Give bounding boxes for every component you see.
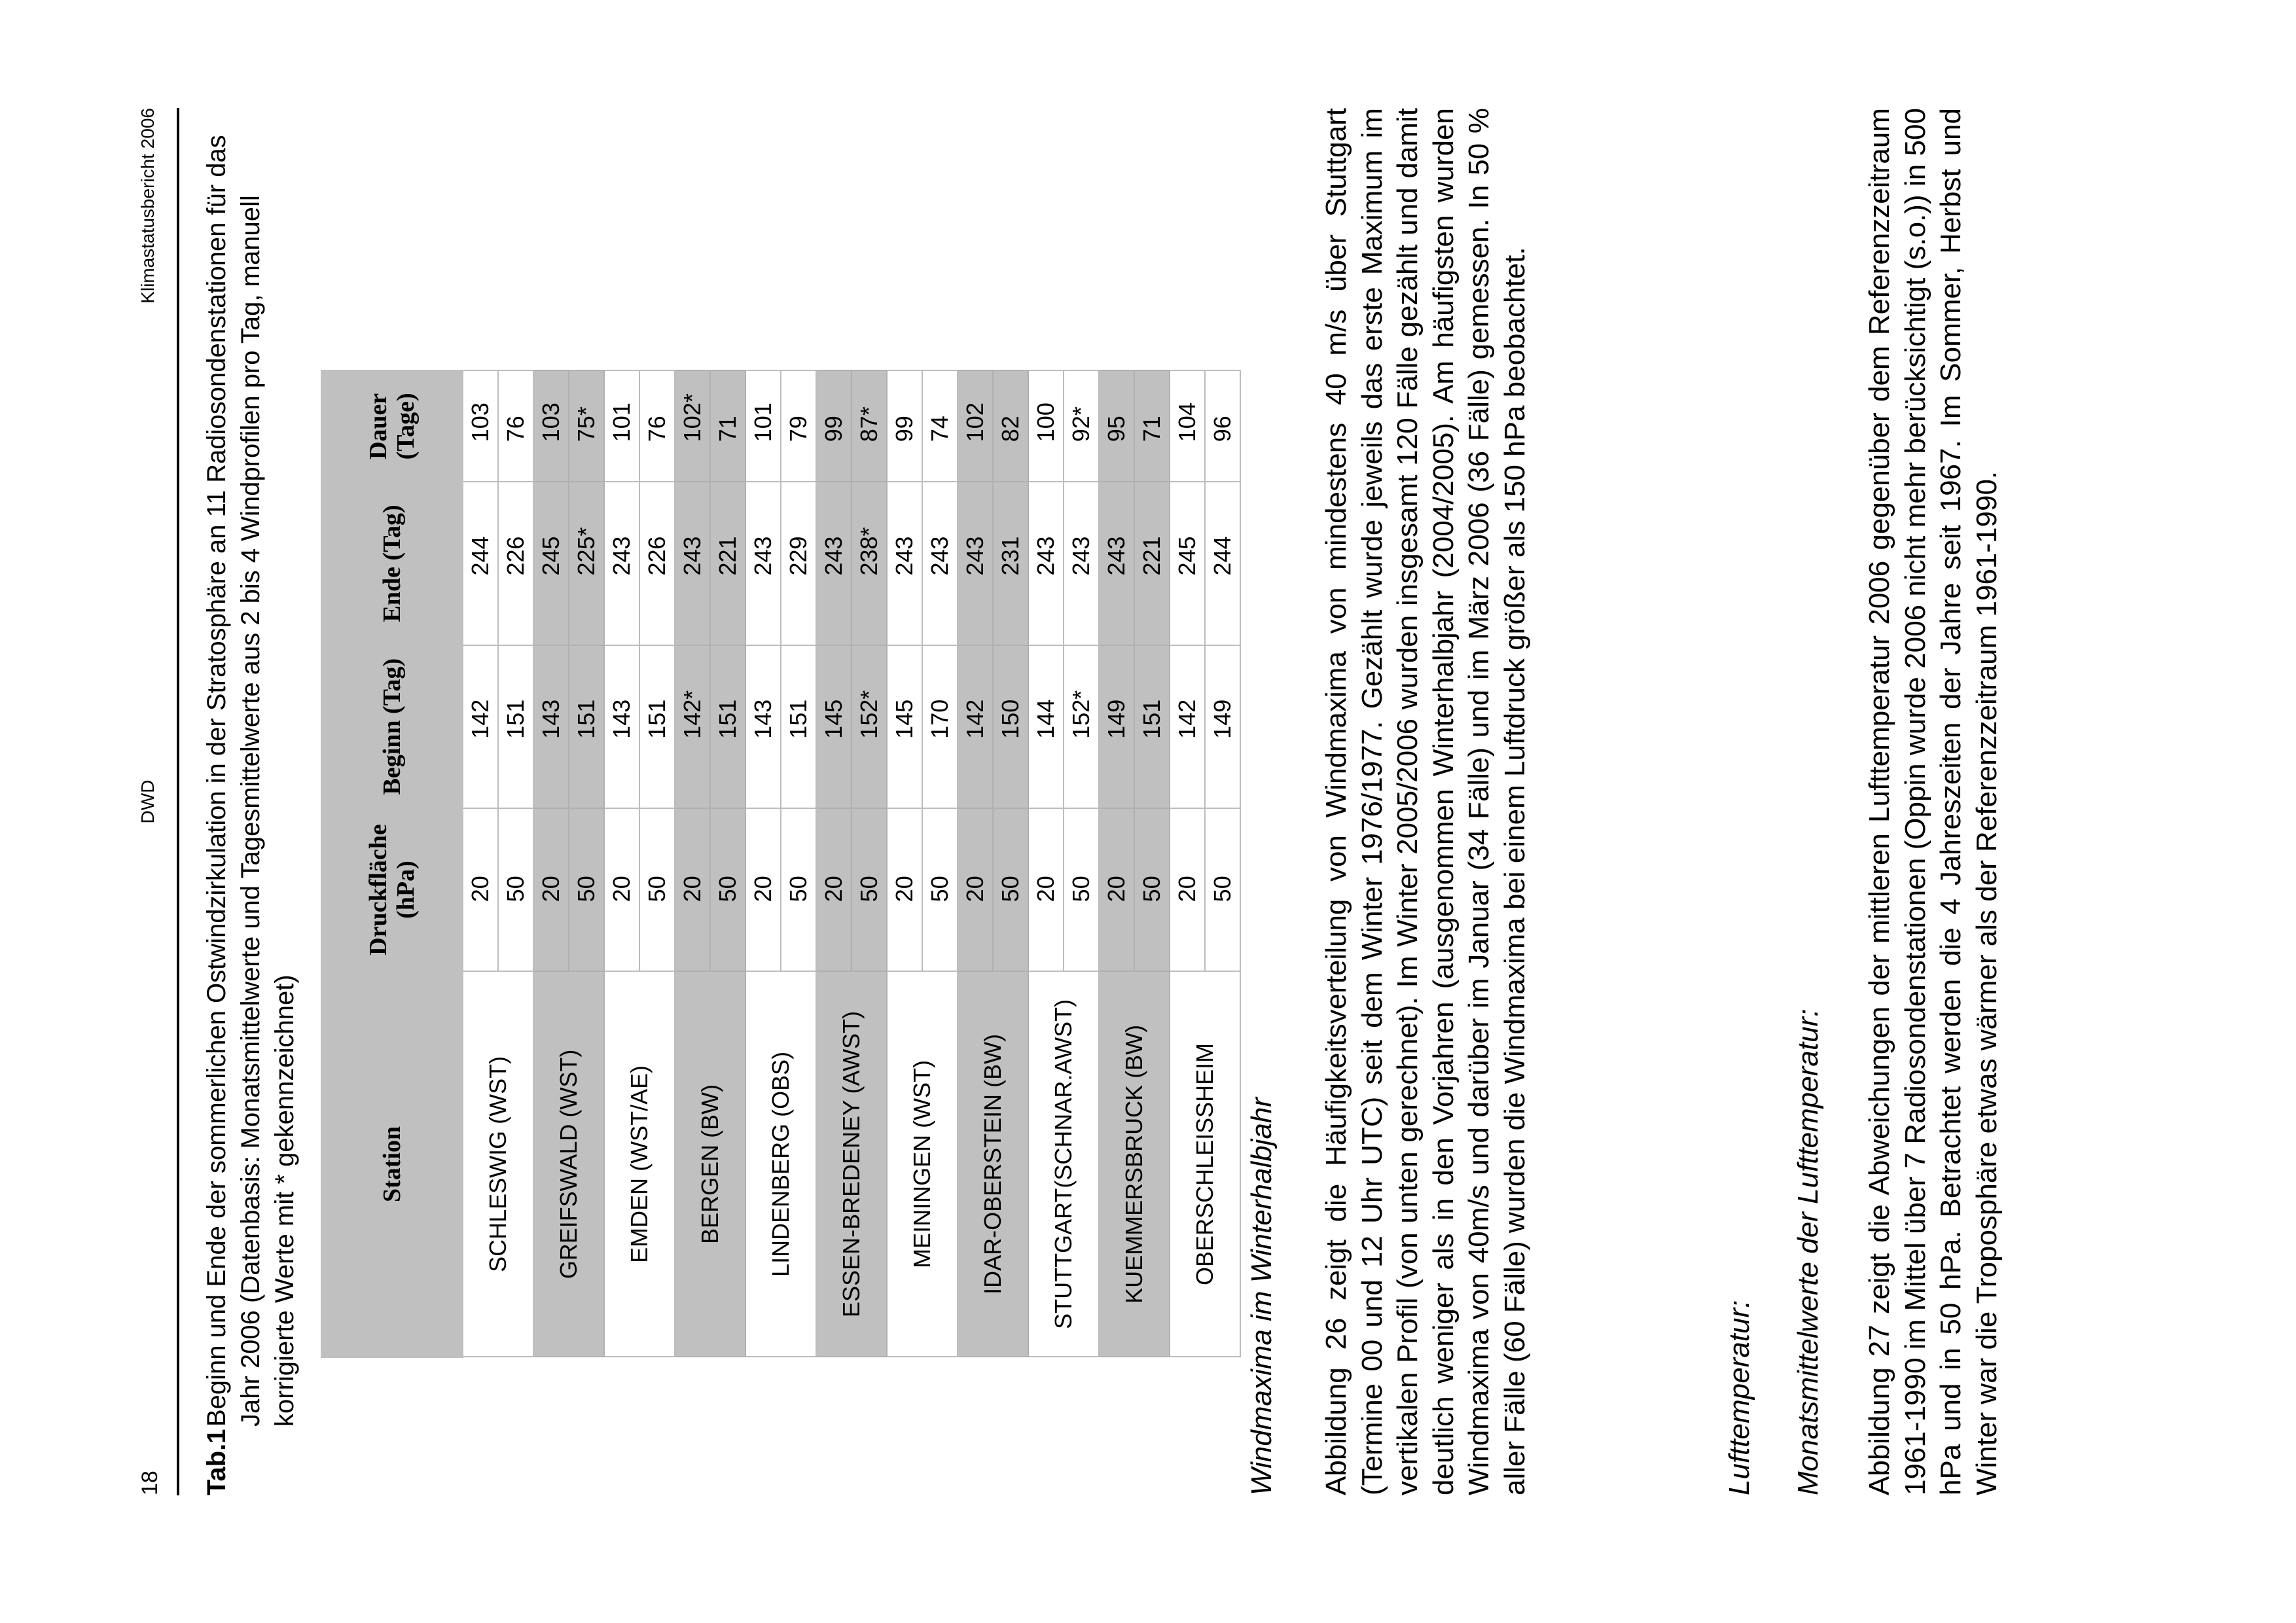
cell-begin: 145 xyxy=(816,645,852,808)
cell-pressure: 20 xyxy=(887,808,922,972)
cell-pressure: 50 xyxy=(569,808,604,972)
cell-station: MEININGEN (WST) xyxy=(887,971,958,1357)
col-header-begin: Beginn (Tag) xyxy=(322,645,463,808)
table-header-row xyxy=(322,371,463,1357)
cell-begin: 142 xyxy=(958,645,993,808)
cell-duration: 79 xyxy=(781,371,816,482)
table-row xyxy=(604,371,639,1357)
cell-duration: 99 xyxy=(816,371,852,482)
cell-end: 244 xyxy=(1205,482,1240,645)
table-caption-text: Beginn und Ende der sommerlichen Ostwindzirkulation in der Stratosphäre an 11 Radiosondenstationen für das Jahr 2006 (Datenbasis: Monatsmittelwerte und Tagesmittelwerte aus 2 bis 4 Windprofilen pro Tag, manuell korrigierte Werte mit * gekennzeichnet) xyxy=(202,135,299,1427)
cell-end: 225* xyxy=(569,482,604,645)
cell-pressure: 20 xyxy=(675,808,710,972)
cell-duration: 102 xyxy=(958,371,993,482)
cell-pressure: 20 xyxy=(1170,808,1205,972)
cell-station: ESSEN-BREDENEY (AWST) xyxy=(816,971,887,1357)
cell-pressure: 20 xyxy=(958,808,993,972)
paragraph-temperature: Abbildung 27 zeigt die Abweichungen der mittleren Lufttemperatur 2006 gegenüber dem Referenzzeitraum 1961-1990 im Mittel über 7 Radiosondenstationen (Oppin wurde 2006 nicht mehr berücksichtigt (s.o.)) in 500 hPa und in 50 hPa. Betrachtet werden die 4 Jahreszeiten der Jahre seit 1967. Im Sommer, Herbst und Winter war die Troposphäre etwas wärmer als der Referenzzeitraum 1961-1990. xyxy=(1863,108,2003,1495)
table-body xyxy=(463,371,1241,1357)
cell-pressure: 20 xyxy=(1099,808,1134,972)
cell-pressure: 20 xyxy=(745,808,781,972)
cell-pressure: 50 xyxy=(639,808,675,972)
table-row xyxy=(463,371,499,1357)
cell-station: KUEMMERSBRUCK (BW) xyxy=(1099,971,1170,1357)
cell-begin: 151 xyxy=(569,645,604,808)
cell-duration: 71 xyxy=(710,371,745,482)
cell-duration: 103 xyxy=(533,371,569,482)
table-row xyxy=(675,371,710,1357)
cell-duration: 74 xyxy=(922,371,958,482)
cell-begin: 142 xyxy=(463,645,499,808)
cell-duration: 104 xyxy=(1170,371,1205,482)
cell-duration: 87* xyxy=(852,371,887,482)
cell-begin: 143 xyxy=(745,645,781,808)
cell-end: 243 xyxy=(675,482,710,645)
cell-begin: 152* xyxy=(1064,645,1099,808)
cell-station: IDAR-OBERSTEIN (BW) xyxy=(958,971,1028,1357)
cell-end: 243 xyxy=(1064,482,1099,645)
cell-begin: 151 xyxy=(710,645,745,808)
cell-end: 245 xyxy=(533,482,569,645)
cell-end: 243 xyxy=(604,482,639,645)
header-org: DWD xyxy=(137,779,158,824)
cell-begin: 145 xyxy=(887,645,922,808)
cell-end: 221 xyxy=(710,482,745,645)
cell-station: LINDENBERG (OBS) xyxy=(745,971,816,1357)
cell-pressure: 50 xyxy=(993,808,1028,972)
cell-pressure: 50 xyxy=(710,808,745,972)
cell-pressure: 20 xyxy=(463,808,499,972)
cell-pressure: 50 xyxy=(1064,808,1099,972)
cell-duration: 102* xyxy=(675,371,710,482)
section-subtitle-temperature: Monatsmittelwerte der Lufttemperatur: xyxy=(1792,1008,1824,1495)
cell-begin: 142 xyxy=(1170,645,1205,808)
cell-pressure: 50 xyxy=(498,808,533,972)
col-header-pressure: Druckfläche (hPa) xyxy=(322,808,463,972)
cell-end: 243 xyxy=(922,482,958,645)
cell-begin: 170 xyxy=(922,645,958,808)
station-table xyxy=(321,370,1241,1358)
cell-station: SCHLESWIG (WST) xyxy=(463,971,534,1357)
cell-end: 221 xyxy=(1134,482,1170,645)
cell-end: 243 xyxy=(816,482,852,645)
cell-pressure: 50 xyxy=(922,808,958,972)
cell-begin: 143 xyxy=(533,645,569,808)
cell-end: 229 xyxy=(781,482,816,645)
cell-end: 243 xyxy=(887,482,922,645)
cell-end: 243 xyxy=(1028,482,1064,645)
cell-begin: 152* xyxy=(852,645,887,808)
cell-end: 245 xyxy=(1170,482,1205,645)
cell-end: 243 xyxy=(745,482,781,645)
cell-duration: 95 xyxy=(1099,371,1134,482)
cell-begin: 151 xyxy=(781,645,816,808)
table-caption xyxy=(200,108,302,1495)
cell-station: EMDEN (WST/AE) xyxy=(604,971,675,1357)
cell-pressure: 50 xyxy=(852,808,887,972)
cell-pressure: 20 xyxy=(1028,808,1064,972)
table-row xyxy=(1170,371,1205,1357)
table-row xyxy=(1099,371,1134,1357)
cell-begin: 143 xyxy=(604,645,639,808)
cell-duration: 100 xyxy=(1028,371,1064,482)
cell-duration: 96 xyxy=(1205,371,1240,482)
cell-begin: 151 xyxy=(498,645,533,808)
cell-pressure: 20 xyxy=(816,808,852,972)
cell-begin: 142* xyxy=(675,645,710,808)
cell-begin: 144 xyxy=(1028,645,1064,808)
cell-begin: 149 xyxy=(1205,645,1240,808)
cell-end: 243 xyxy=(958,482,993,645)
cell-end: 238* xyxy=(852,482,887,645)
header-report-title: Klimastatusbericht 2006 xyxy=(137,108,158,304)
col-header-end: Ende (Tag) xyxy=(322,482,463,645)
col-header-station: Station xyxy=(322,971,463,1357)
station-table-wrapper xyxy=(321,370,1241,1358)
cell-pressure: 20 xyxy=(533,808,569,972)
table-row xyxy=(887,371,922,1357)
cell-pressure: 50 xyxy=(1205,808,1240,972)
section-title-temperature: Lufttemperatur: xyxy=(1723,1300,1755,1495)
table-row xyxy=(958,371,993,1357)
cell-begin: 150 xyxy=(993,645,1028,808)
cell-pressure: 20 xyxy=(604,808,639,972)
table-row xyxy=(816,371,852,1357)
paragraph-wind: Abbildung 26 zeigt die Häufigkeitsverteilung von Windmaxima von mindestens 40 m/s über Stuttgart (Termine 00 und 12 Uhr UTC) seit dem Winter 1976/1977. Gezählt wurde jeweils das erste Maximum im vertikalen Profil (von unten gerechnet). Im Winter 2005/2006 wurden insgesamt 120 Fälle gezählt und damit deutlich weniger als in den Vorjahren (ausgenommen Winterhalbjahr (2004/2005). Am häufigsten wurden Windmaxima von 40m/s und darüber im Januar (34 Fälle) und im März 2006 (36 Fälle) gemessen. In 50 % aller Fälle (60 Fälle) wurden die Windmaxima bei einem Luftdruck größer als 150 hPa beobachtet. xyxy=(1320,108,1531,1495)
cell-pressure: 50 xyxy=(781,808,816,972)
cell-duration: 75* xyxy=(569,371,604,482)
cell-end: 244 xyxy=(463,482,499,645)
table-row xyxy=(1028,371,1064,1357)
cell-station: BERGEN (BW) xyxy=(675,971,745,1357)
cell-station: OBERSCHLEISSHEIM xyxy=(1170,971,1240,1357)
cell-duration: 103 xyxy=(463,371,499,482)
cell-duration: 92* xyxy=(1064,371,1099,482)
cell-end: 226 xyxy=(498,482,533,645)
page-number: 18 xyxy=(137,1471,162,1495)
table-label: Tab.1 xyxy=(202,1429,231,1495)
cell-duration: 82 xyxy=(993,371,1028,482)
cell-duration: 76 xyxy=(498,371,533,482)
cell-begin: 151 xyxy=(639,645,675,808)
cell-duration: 101 xyxy=(745,371,781,482)
cell-end: 231 xyxy=(993,482,1028,645)
cell-begin: 151 xyxy=(1134,645,1170,808)
page-header xyxy=(124,108,179,1495)
cell-duration: 101 xyxy=(604,371,639,482)
cell-end: 243 xyxy=(1099,482,1134,645)
cell-station: STUTTGART(SCHNAR.AWST) xyxy=(1028,971,1099,1357)
cell-pressure: 50 xyxy=(1134,808,1170,972)
col-header-duration: Dauer (Tage) xyxy=(322,371,463,482)
section-title-wind: Windmaxima im Winterhalbjahr xyxy=(1246,1097,1278,1495)
cell-station: GREIFSWALD (WST) xyxy=(533,971,604,1357)
cell-begin: 149 xyxy=(1099,645,1134,808)
table-row xyxy=(745,371,781,1357)
cell-end: 226 xyxy=(639,482,675,645)
cell-duration: 71 xyxy=(1134,371,1170,482)
cell-duration: 99 xyxy=(887,371,922,482)
table-row xyxy=(533,371,569,1357)
cell-duration: 76 xyxy=(639,371,675,482)
